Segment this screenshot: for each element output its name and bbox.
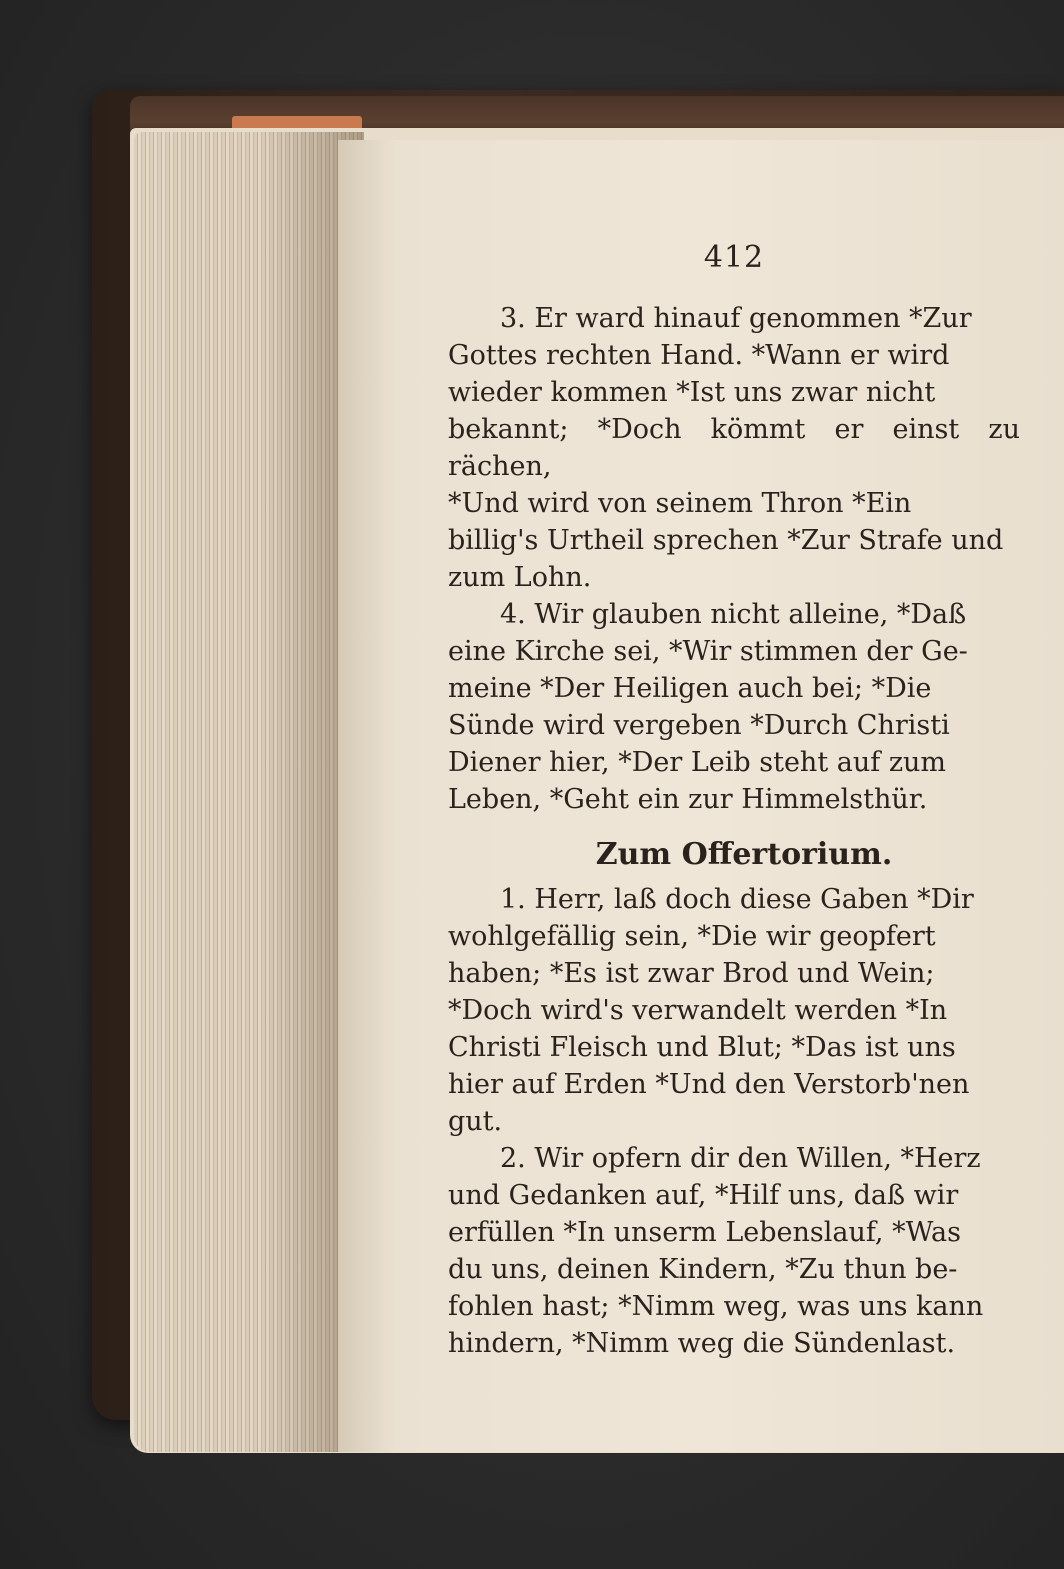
text-line: fohlen hast; *Nimm weg, was uns kann [448,1291,984,1322]
text-line: 2. Wir opfern dir den Willen, *Herz [500,1143,981,1174]
text-line: Gottes rechten Hand. *Wann er wird [448,340,950,371]
section-heading: Zum Offertorium. [595,837,893,872]
text-line: billig's Urtheil sprechen *Zur Strafe und [448,525,1004,556]
stanza-4 [448,596,1020,818]
text-line: *Doch wird's verwandelt werden *In [448,995,948,1026]
text-line: Leben, *Geht ein zur Himmelsthür. [448,784,928,815]
text-line: wieder kommen *Ist uns zwar nicht [448,377,936,408]
text-line: bekannt; *Doch kömmt er einst zu rächen, [448,414,1020,482]
text-line: und Gedanken auf, *Hilf uns, daß wir [448,1180,959,1211]
page-text [448,240,1020,1362]
text-line: hier auf Erden *Und den Verstorb'nen [448,1069,970,1100]
page-fore-edge-shade [134,132,364,1452]
text-line: Diener hier, *Der Leib steht auf zum [448,747,947,778]
text-line: erfüllen *In unserm Lebenslauf, *Was [448,1217,961,1248]
text-line: gut. [448,1106,503,1137]
text-line: haben; *Es ist zwar Brod und Wein; [448,958,935,989]
offertory-stanza-2 [448,1140,1020,1362]
offertory-stanza-1 [448,881,1020,1140]
text-line: *Und wird von seinem Thron *Ein [448,488,912,519]
text-line: eine Kirche sei, *Wir stimmen der Ge- [448,636,968,667]
text-line: 4. Wir glauben nicht alleine, *Daß [500,599,967,630]
text-line: hindern, *Nimm weg die Sündenlast. [448,1328,956,1359]
stanza-3 [448,300,1020,596]
text-line: wohlgefällig sein, *Die wir geopfert [448,921,936,952]
text-line: zum Lohn. [448,562,592,593]
text-line: Christi Fleisch und Blut; *Das ist uns [448,1032,956,1063]
text-line: 1. Herr, laß doch diese Gaben *Dir [500,884,974,915]
text-line: 3. Er ward hinauf genommen *Zur [500,303,972,334]
text-line: Sünde wird vergeben *Durch Christi [448,710,950,741]
text-line: du uns, deinen Kindern, *Zu thun be- [448,1254,958,1285]
page-number: 412 [703,240,765,275]
text-line: meine *Der Heiligen auch bei; *Die [448,673,932,704]
